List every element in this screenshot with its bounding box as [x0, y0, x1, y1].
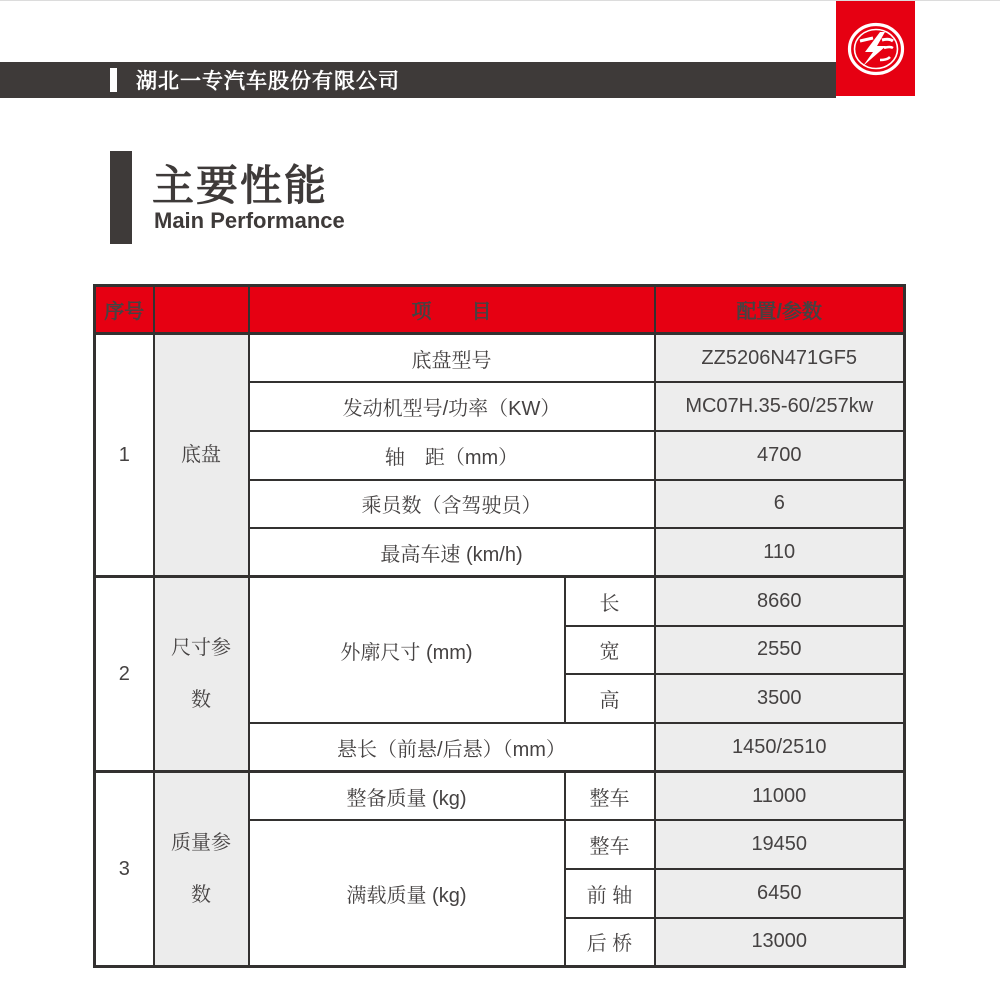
title-accent-bar [110, 151, 132, 244]
table-header-row [95, 286, 905, 334]
header-value: 配置/参数 [655, 286, 905, 334]
section-index: 2 [95, 577, 154, 772]
header-index: 序号 [95, 286, 154, 334]
header-item: 项 目 [249, 286, 655, 334]
table-row [95, 577, 905, 626]
sub-label: 高 [565, 674, 655, 723]
company-tick-mark [110, 68, 117, 92]
item-value: 6450 [655, 869, 905, 918]
section-category: 尺寸参数 [154, 577, 249, 772]
item-value: 13000 [655, 918, 905, 967]
header-category [154, 286, 249, 334]
sub-label: 宽 [565, 626, 655, 675]
item-value: 6 [655, 480, 905, 529]
item-label: 外廓尺寸 (mm) [249, 577, 565, 723]
brand-logo-square [836, 1, 915, 96]
item-label: 底盘型号 [249, 334, 655, 383]
item-value: 2550 [655, 626, 905, 675]
section-index: 1 [95, 334, 154, 577]
section-category: 底盘 [154, 334, 249, 577]
item-label: 轴 距（mm） [249, 431, 655, 480]
section-index: 3 [95, 772, 154, 967]
item-value: 110 [655, 528, 905, 577]
table-row [95, 772, 905, 821]
item-label: 发动机型号/功率（KW） [249, 382, 655, 431]
item-value: 1450/2510 [655, 723, 905, 772]
item-value: MC07H.35-60/257kw [655, 382, 905, 431]
item-label: 整备质量 (kg) [249, 772, 565, 821]
sub-label: 整车 [565, 820, 655, 869]
item-label: 乘员数（含驾驶员） [249, 480, 655, 529]
item-value: 3500 [655, 674, 905, 723]
company-header-bar [0, 62, 836, 98]
item-value: 8660 [655, 577, 905, 626]
company-name: 湖北一专汽车股份有限公司 [136, 70, 400, 93]
page-title: 主要性能 [152, 162, 329, 209]
sub-label: 前 轴 [565, 869, 655, 918]
page-subtitle: Main Performance [154, 208, 345, 233]
item-value: 4700 [655, 431, 905, 480]
item-value: 19450 [655, 820, 905, 869]
sub-label: 后 桥 [565, 918, 655, 967]
item-label: 悬长（前悬/后悬）（mm） [249, 723, 655, 772]
table-row [95, 334, 905, 383]
item-value: 11000 [655, 772, 905, 821]
section-category: 质量参数 [154, 772, 249, 967]
performance-table [93, 284, 906, 968]
sub-label: 长 [565, 577, 655, 626]
item-label: 满载质量 (kg) [249, 820, 565, 966]
item-value: ZZ5206N471GF5 [655, 334, 905, 383]
item-label: 最高车速 (km/h) [249, 528, 655, 577]
brand-logo-icon [846, 21, 906, 77]
sub-label: 整车 [565, 772, 655, 821]
